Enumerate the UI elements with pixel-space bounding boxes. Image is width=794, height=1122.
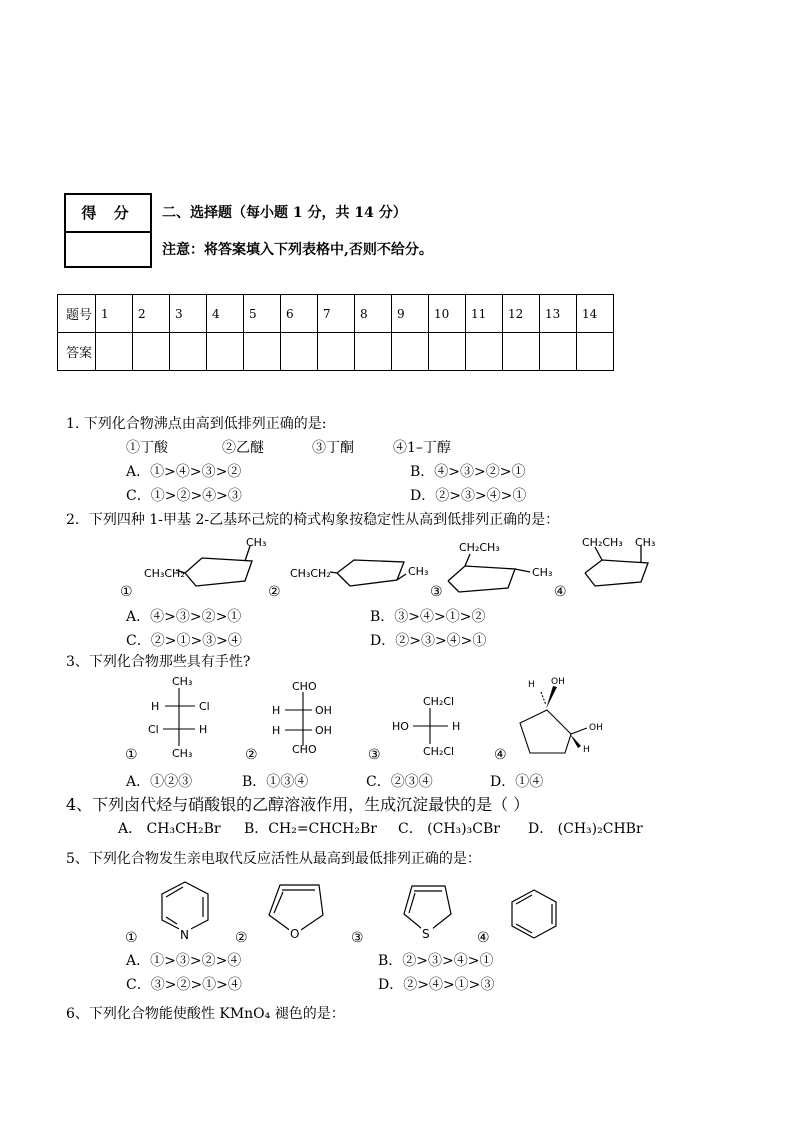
q5-option-b[interactable]: B．②>③>④>① <box>378 953 494 969</box>
q5-atom-n: N <box>180 928 189 942</box>
answer-cell[interactable] <box>466 333 503 371</box>
q2-num-4: ④ <box>554 584 567 600</box>
score-box <box>64 193 152 268</box>
q6-stem: 6、下列化合物能使酸性 KMnO₄ 褪色的是： <box>66 1006 345 1022</box>
answer-table-answer-label: 答案 <box>58 333 96 371</box>
number-cell: 2 <box>133 295 170 333</box>
q3-label: H <box>272 724 281 737</box>
q1-option-a[interactable]: A．①>④>③>② <box>126 464 242 480</box>
number-cell: 14 <box>577 295 614 333</box>
q2-num-2: ② <box>268 584 281 600</box>
answer-table <box>57 294 614 371</box>
number-cell: 7 <box>318 295 355 333</box>
answer-cell[interactable] <box>392 333 429 371</box>
q2-num-1: ① <box>120 584 133 600</box>
q2-option-d[interactable]: D．②>③>④>① <box>370 633 487 649</box>
bond <box>409 893 415 913</box>
q3-label: CH₂Cl <box>423 745 455 758</box>
q3-label: CH₃ <box>172 747 193 760</box>
q4-option-a[interactable]: A． CH₃CH₂Br <box>118 821 221 837</box>
answer-cell[interactable] <box>170 333 207 371</box>
bond <box>515 569 530 572</box>
answer-cell[interactable] <box>281 333 318 371</box>
bond <box>516 924 532 933</box>
chair-ring-2 <box>337 560 404 586</box>
q3-fischer-structures <box>115 672 625 768</box>
q2-num-3: ③ <box>430 584 443 600</box>
q2-label-methyl: CH₃ <box>635 536 656 549</box>
q2-label-ethyl: CH₃CH₂ <box>144 567 185 580</box>
q5-num-2: ② <box>235 930 248 946</box>
q4-stem: 4、下列卤代烃与硝酸银的乙醇溶液作用，生成沉淀最快的是（ ） <box>66 795 530 814</box>
q3-label: Cl <box>199 700 210 713</box>
answer-cell[interactable] <box>244 333 281 371</box>
q3-label: OH <box>551 677 565 687</box>
answer-cell[interactable] <box>318 333 355 371</box>
q5-stem: 5、下列化合物发生亲电取代反应活性从最高到最低排列正确的是： <box>66 851 481 867</box>
wedge-bond <box>546 686 557 709</box>
q2-label-methyl: CH₃ <box>246 536 267 549</box>
answer-cell[interactable] <box>429 333 466 371</box>
q1-item-4: ④1–丁醇 <box>393 440 451 456</box>
q3-option-a[interactable]: A．①②③ <box>126 774 193 790</box>
answer-cell[interactable] <box>503 333 540 371</box>
q1-item-3: ③丁酮 <box>312 440 354 456</box>
q3-num-4: ④ <box>494 747 507 763</box>
q5-num-4: ④ <box>477 930 490 946</box>
number-cell: 12 <box>503 295 540 333</box>
q2-label-methyl: CH₃ <box>532 566 553 579</box>
answer-cell[interactable] <box>133 333 170 371</box>
q3-label: H <box>272 704 281 717</box>
q2-label-methyl: CH₃ <box>408 565 429 578</box>
q3-option-c[interactable]: C．②③④ <box>366 774 433 790</box>
q3-stem: 3、下列化合物那些具有手性? <box>66 654 251 670</box>
q3-label: H <box>151 700 160 713</box>
q5-heterocycle-structures <box>115 872 575 948</box>
number-cell: 10 <box>429 295 466 333</box>
chair-ring-4 <box>585 560 648 586</box>
cyclopentane-ring <box>520 710 571 753</box>
q5-option-c[interactable]: C．③>②>①>④ <box>126 977 242 993</box>
bond <box>465 554 470 566</box>
bond <box>571 728 587 734</box>
q5-atom-s: S <box>422 927 430 941</box>
pyridine-ring <box>162 882 208 932</box>
number-cell: 13 <box>540 295 577 333</box>
answer-cell[interactable] <box>355 333 392 371</box>
q3-option-b[interactable]: B．①③④ <box>242 774 309 790</box>
q1-item-2: ②乙醚 <box>222 440 264 456</box>
q3-label: H <box>199 723 208 736</box>
q1-stem: 1. 下列化合物沸点由高到低排列正确的是: <box>66 416 327 432</box>
q3-label: CHO <box>292 680 317 693</box>
bond <box>166 887 183 897</box>
number-cell: 3 <box>170 295 207 333</box>
bond <box>516 895 532 904</box>
wedge-bond <box>570 734 581 748</box>
q3-label: OH <box>315 704 332 717</box>
q5-num-3: ③ <box>351 930 364 946</box>
q3-num-1: ① <box>125 747 138 763</box>
q2-stem: 2．下列四种 1-甲基 2-乙基环己烷的椅式构象按稳定性从高到低排列正确的是： <box>66 512 560 528</box>
q3-label: H <box>583 745 590 755</box>
q1-option-d[interactable]: D．②>③>④>① <box>410 488 527 504</box>
q3-label: OH <box>589 723 603 733</box>
q3-label: CH₃ <box>172 675 193 688</box>
q3-label: H <box>528 680 535 690</box>
answer-table-number-label: 题号 <box>58 295 96 333</box>
thiophene-ring <box>404 886 451 933</box>
q3-label: Cl <box>148 723 159 736</box>
q2-label-ethyl: CH₃CH₂ <box>290 567 331 580</box>
q3-label: OH <box>315 724 332 737</box>
q2-option-a[interactable]: A．④>③>②>① <box>126 609 242 625</box>
q2-label-ethyl-up: CH₂CH₃ <box>582 536 623 549</box>
answer-table-answer-row <box>58 333 614 371</box>
number-cell: 9 <box>392 295 429 333</box>
bond <box>330 572 337 573</box>
q5-atom-o: O <box>290 927 300 941</box>
number-cell: 5 <box>244 295 281 333</box>
q1-option-b[interactable]: B．④>③>②>① <box>410 464 526 480</box>
chair-ring-3 <box>448 566 515 592</box>
chair-ring-1 <box>185 558 252 586</box>
q3-label: H <box>452 720 461 733</box>
q1-option-c[interactable]: C．①>②>④>③ <box>126 488 242 504</box>
number-cell: 6 <box>281 295 318 333</box>
q1-item-1: ①丁酸 <box>126 440 168 456</box>
q3-num-3: ③ <box>368 747 381 763</box>
q3-num-2: ② <box>245 747 258 763</box>
q2-chair-structures <box>110 530 700 604</box>
benzene-ring <box>512 890 556 938</box>
q2-option-c[interactable]: C．②>①>③>④ <box>126 633 242 649</box>
number-cell: 4 <box>207 295 244 333</box>
q2-label-ethyl-up: CH₂CH₃ <box>459 541 500 554</box>
number-cell: 1 <box>96 295 133 333</box>
q3-label: CHO <box>292 743 317 756</box>
answer-cell[interactable] <box>540 333 577 371</box>
q4-option-c[interactable]: C． (CH₃)₃CBr <box>398 821 500 837</box>
answer-cell[interactable] <box>96 333 133 371</box>
section-notice: 注意：将答案填入下列表格中,否则不给分。 <box>162 242 433 258</box>
bond <box>274 892 283 913</box>
q5-num-1: ① <box>125 930 138 946</box>
section-title: 二、选择题（每小题 1 分，共 14 分） <box>162 205 407 221</box>
q4-option-b[interactable]: B．CH₂=CHCH₂Br <box>244 821 377 837</box>
answer-cell[interactable] <box>207 333 244 371</box>
number-cell: 8 <box>355 295 392 333</box>
bond <box>541 692 546 705</box>
q4-option-d[interactable]: D． (CH₃)₂CHBr <box>528 821 643 837</box>
q5-option-a[interactable]: A．①>③>②>④ <box>126 953 242 969</box>
answer-table-number-row <box>58 295 614 333</box>
q3-option-d[interactable]: D．①④ <box>490 774 544 790</box>
q2-option-b[interactable]: B．③>④>①>② <box>370 609 486 625</box>
q3-label: HO <box>392 720 409 733</box>
q3-label: CH₂Cl <box>423 695 455 708</box>
number-cell: 11 <box>466 295 503 333</box>
q5-option-d[interactable]: D．②>④>①>③ <box>378 977 495 993</box>
score-label: 得 分 <box>66 195 150 233</box>
answer-cell[interactable] <box>577 333 614 371</box>
